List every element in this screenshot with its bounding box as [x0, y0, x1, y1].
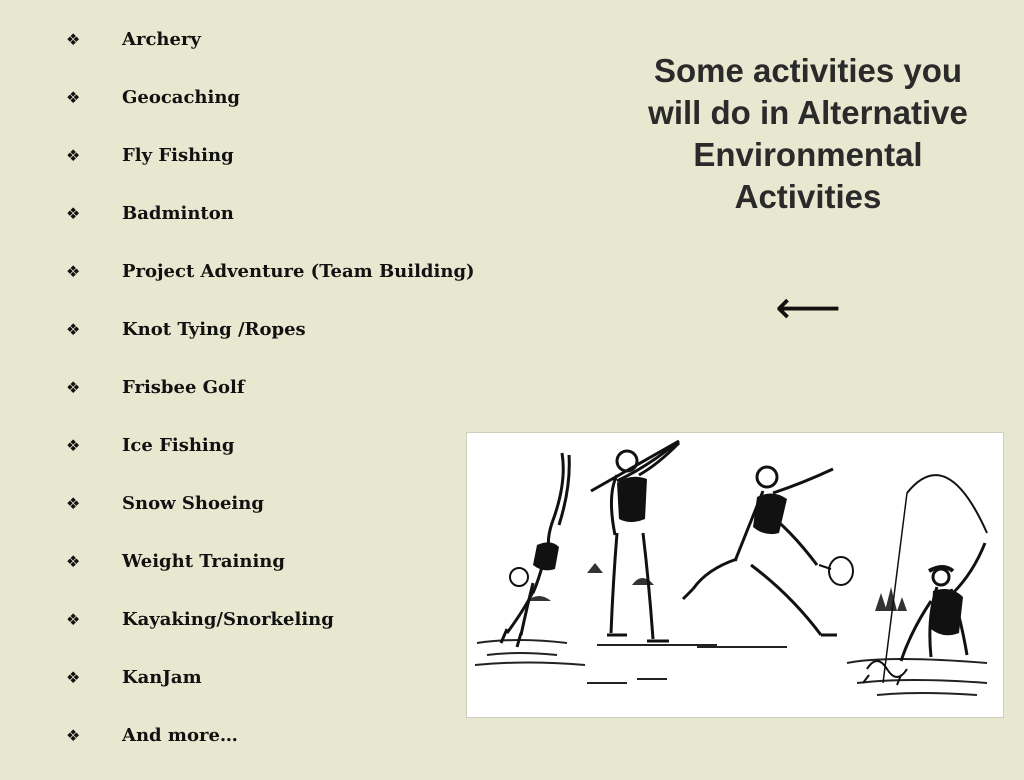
- activity-label: Badminton: [122, 203, 234, 224]
- racket-icon: [819, 557, 853, 585]
- activity-label: And more…: [122, 725, 238, 746]
- sports-activities-illustration: [466, 432, 1004, 718]
- badminton-shirt: [753, 493, 787, 534]
- diver-figure: [501, 453, 569, 647]
- activity-list: [66, 26, 475, 780]
- list-item: [66, 664, 475, 722]
- fisherman-vest: [931, 589, 963, 635]
- list-item: [66, 490, 475, 548]
- diamond-bullet-icon: ❖: [66, 494, 81, 513]
- golfer-vest: [617, 477, 647, 522]
- diamond-bullet-icon: ❖: [66, 88, 81, 107]
- activity-label: KanJam: [122, 667, 202, 688]
- diamond-bullet-icon: ❖: [66, 30, 81, 49]
- activity-label: Fly Fishing: [122, 145, 234, 166]
- list-item: [66, 26, 475, 84]
- diamond-bullet-icon: ❖: [66, 436, 81, 455]
- activity-label: Geocaching: [122, 87, 241, 108]
- list-item: [66, 84, 475, 142]
- diamond-bullet-icon: ❖: [66, 552, 81, 571]
- list-item: [66, 316, 475, 374]
- diamond-bullet-icon: ❖: [66, 320, 81, 339]
- diamond-bullet-icon: ❖: [66, 378, 81, 397]
- activity-label: Frisbee Golf: [122, 377, 245, 398]
- list-item: [66, 548, 475, 606]
- activity-label: Ice Fishing: [122, 435, 235, 456]
- diver-swimsuit: [510, 542, 559, 586]
- list-item: [66, 374, 475, 432]
- activity-label: Knot Tying /Ropes: [122, 319, 306, 340]
- arrow-left-icon: ⟵: [775, 280, 841, 334]
- list-item: [66, 722, 475, 780]
- diamond-bullet-icon: ❖: [66, 146, 81, 165]
- activity-label: Weight Training: [122, 551, 285, 572]
- activity-label: Snow Shoeing: [122, 493, 264, 514]
- activity-label: Archery: [122, 29, 201, 50]
- diamond-bullet-icon: ❖: [66, 262, 81, 281]
- list-item: [66, 200, 475, 258]
- ground-lines: [475, 640, 987, 695]
- list-item: [66, 142, 475, 200]
- fisherman-figure: [883, 475, 987, 683]
- badminton-player-figure: [683, 467, 837, 635]
- list-item: [66, 432, 475, 490]
- activity-label: Kayaking/Snorkeling: [122, 609, 334, 630]
- golfer-figure: [591, 441, 679, 641]
- diamond-bullet-icon: ❖: [66, 610, 81, 629]
- list-item: [66, 258, 475, 316]
- list-item: [66, 606, 475, 664]
- diamond-bullet-icon: ❖: [66, 668, 81, 687]
- slide-heading: Some activities you will do in Alternative Environmental Activities: [648, 52, 968, 215]
- diamond-bullet-icon: ❖: [66, 204, 81, 223]
- activity-label: Project Adventure (Team Building): [122, 261, 475, 282]
- diamond-bullet-icon: ❖: [66, 726, 81, 745]
